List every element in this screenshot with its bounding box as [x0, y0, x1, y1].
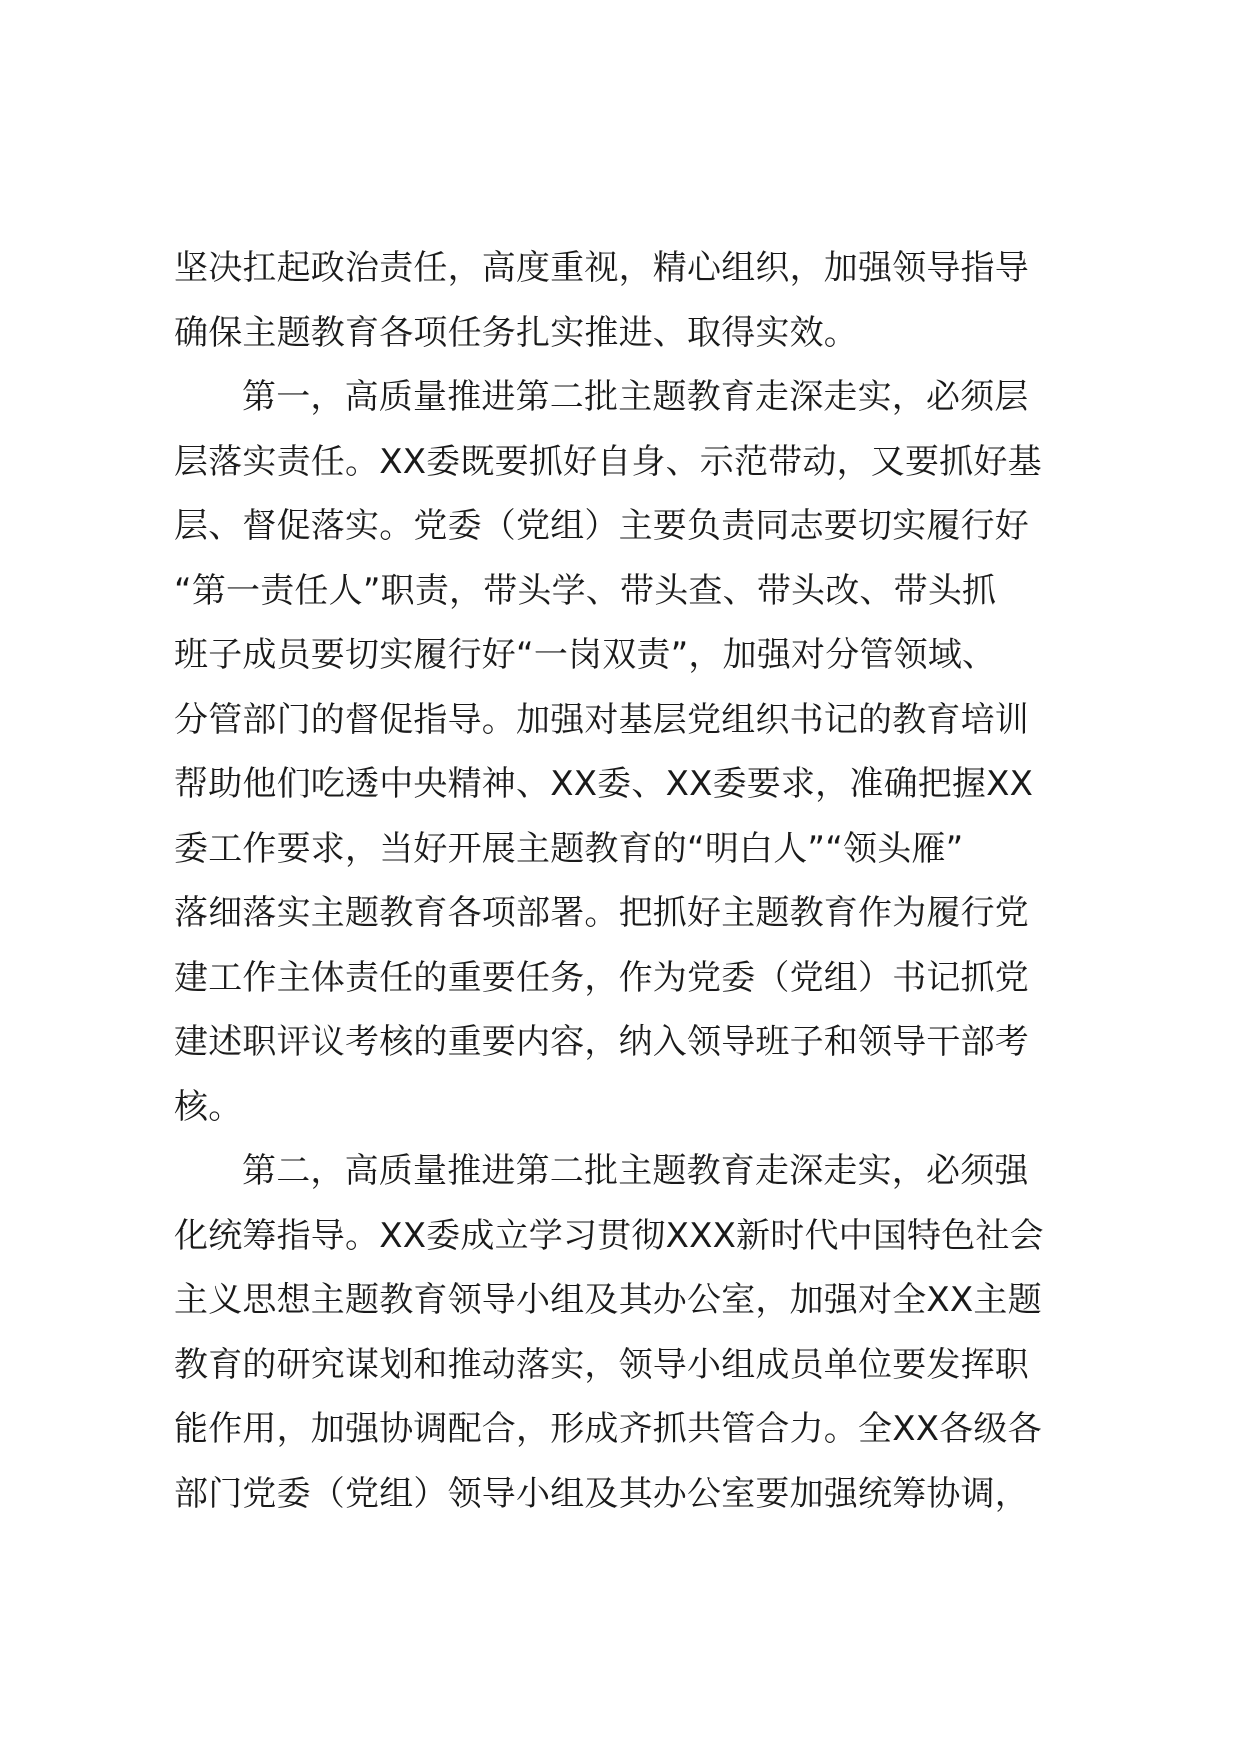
text-line: 建述职评议考核的重要内容，纳入领导班子和领导干部考 — [174, 1022, 1029, 1062]
text-line: 落细落实主题教育各项部署。把抓好主题教育作为履行党 — [174, 893, 1029, 933]
text-line: 化统筹指导。XX委成立学习贯彻XXX新时代中国特色社会 — [174, 1215, 1044, 1256]
text-line: 帮助他们吃透中央精神、XX委、XX委要求，准确把握XX — [174, 764, 1034, 804]
text-line: 坚决扛起政治责任，高度重视，精心组织，加强领导指导 — [174, 248, 1029, 288]
text-line: 层、督促落实。党委（党组）主要负责同志要切实履行好 — [174, 506, 1029, 546]
text-line: 建工作主体责任的重要任务，作为党委（党组）书记抓党 — [174, 957, 1029, 998]
paragraph-start-line: 第二，高质量推进第二批主题教育走深走实，必须强 — [242, 1151, 1029, 1191]
text-line: 层落实责任。XX委既要抓好自身、示范带动，又要抓好基 — [174, 441, 1042, 482]
text-line: 确保主题教育各项任务扎实推进、取得实效。 — [174, 312, 858, 353]
text-line: 部门党委（党组）领导小组及其办公室要加强统筹协调， — [174, 1473, 1029, 1514]
paragraph-start-line: 第一，高质量推进第二批主题教育走深走实，必须层 — [242, 377, 1029, 417]
text-line: 分管部门的督促指导。加强对基层党组织书记的教育培训 — [174, 699, 1029, 740]
text-line: 主义思想主题教育领导小组及其办公室，加强对全XX主题 — [174, 1280, 1042, 1320]
text-line: 能作用，加强协调配合，形成齐抓共管合力。全XX各级各 — [174, 1409, 1042, 1449]
text-line: 委工作要求，当好开展主题教育的“明白人”“领头雁” — [174, 828, 964, 869]
text-line: 核。 — [174, 1086, 243, 1127]
text-line: 班子成员要切实履行好“一岗双责”，加强对分管领域、 — [174, 635, 997, 675]
text-line: “第一责任人”职责，带头学、带头查、带头改、带头抓 — [174, 570, 997, 611]
text-line: 教育的研究谋划和推动落实，领导小组成员单位要发挥职 — [174, 1344, 1029, 1385]
document-body — [174, 236, 1104, 1526]
